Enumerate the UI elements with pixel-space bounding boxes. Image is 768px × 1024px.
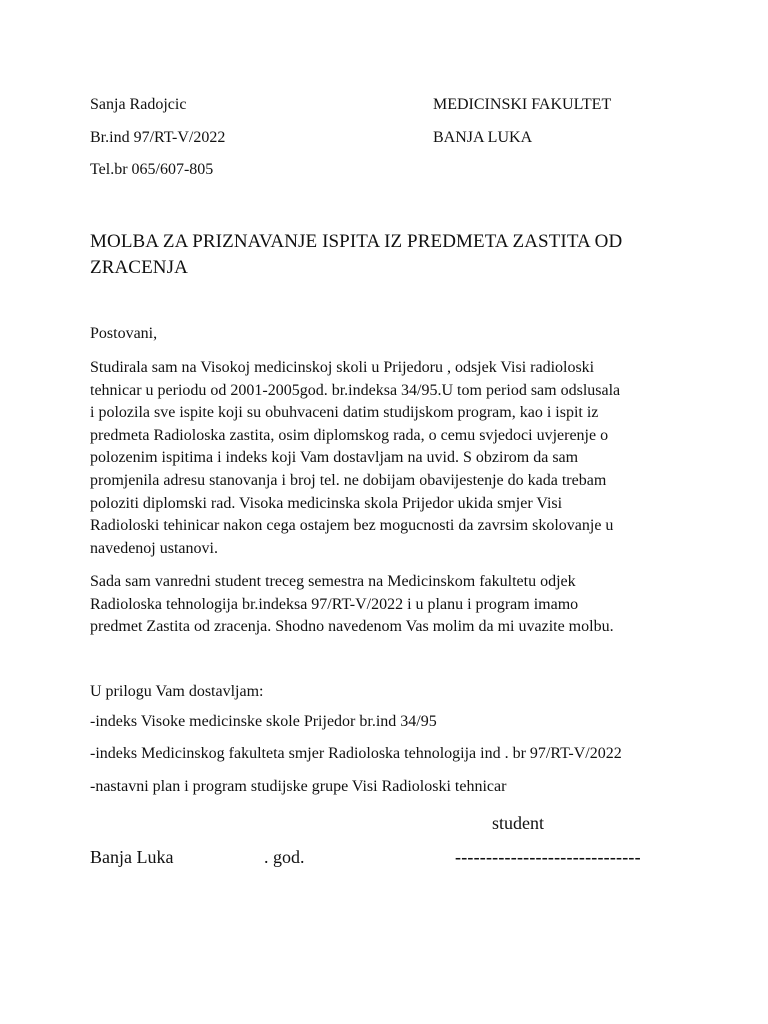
recipient-line-1: MEDICINSKI FAKULTET — [433, 96, 612, 113]
document-title — [90, 229, 690, 281]
paragraph-line: Sada sam vanredni student treceg semestra na Medicinskom fakultetu odjek — [90, 573, 576, 590]
paragraph-line: promjenila adresu stanovanja i broj tel. ne dobijam obavijestenje do kada trebam — [90, 471, 607, 489]
attachment-item: -nastavni plan i program studijske grupe Visi Radioloski tehnicar — [90, 778, 507, 795]
signature-line: ------------------------------ — [455, 847, 641, 867]
signature-place: Banja Luka — [90, 847, 174, 867]
signature-role: student — [492, 813, 544, 833]
paragraph-line: Radioloska tehnologija br.indeksa 97/RT-V/2022 i u planu i program imamo — [90, 595, 579, 613]
greeting: Postovani, — [90, 325, 158, 342]
sender-index: Br.ind 97/RT-V/2022 — [90, 129, 226, 146]
paragraph-line: navedenoj ustanovi. — [90, 539, 218, 557]
title-line-2: ZRACENJA — [90, 257, 188, 278]
paragraph-line: Radioloski tehinicar nakon cega ostajem bez mogucnosti da zavrsim skolovanje u — [90, 517, 614, 535]
paragraph-line: predmeta Radioloska zastita, osim diplomskog rada, o cemu svjedoci uvjerenje o — [90, 426, 609, 444]
body-paragraph-1 — [90, 357, 690, 560]
paragraph-line: poloziti diplomski rad. Visoka medicinska skola Prijedor ukida smjer Visi — [90, 494, 563, 512]
body-paragraph-2 — [90, 571, 690, 639]
attachment-item: -indeks Medicinskog fakulteta smjer Radioloska tehnologija ind . br 97/RT-V/2022 — [90, 745, 622, 762]
sender-phone: Tel.br 065/607-805 — [90, 161, 214, 178]
paragraph-line: predmet Zastita od zracenja. Shodno navedenom Vas molim da mi uvazite molbu. — [90, 618, 614, 636]
paragraph-line: i polozila sve ispite koji su obuhvaceni datim studijskom program, kao i ispit iz — [90, 404, 599, 422]
paragraph-line: polozenim ispitima i indeks koji Vam dostavljam na uvid. S obzirom da sam — [90, 449, 579, 467]
recipient-line-2: BANJA LUKA — [433, 129, 533, 146]
signature-date: . god. — [264, 847, 305, 867]
attachment-item: -indeks Visoke medicinske skole Prijedor br.ind 34/95 — [90, 713, 437, 730]
title-line-1: MOLBA ZA PRIZNAVANJE ISPITA IZ PREDMETA ZASTITA OD — [90, 231, 623, 252]
paragraph-line: tehnicar u periodu od 2001-2005god. br.indeksa 34/95.U tom period sam odslusala — [90, 381, 621, 399]
attachments-intro: U prilogu Vam dostavljam: — [90, 683, 264, 700]
sender-name: Sanja Radojcic — [90, 96, 187, 113]
paragraph-line: Studirala sam na Visokoj medicinskoj skoli u Prijedoru , odsjek Visi radioloski — [90, 359, 595, 376]
